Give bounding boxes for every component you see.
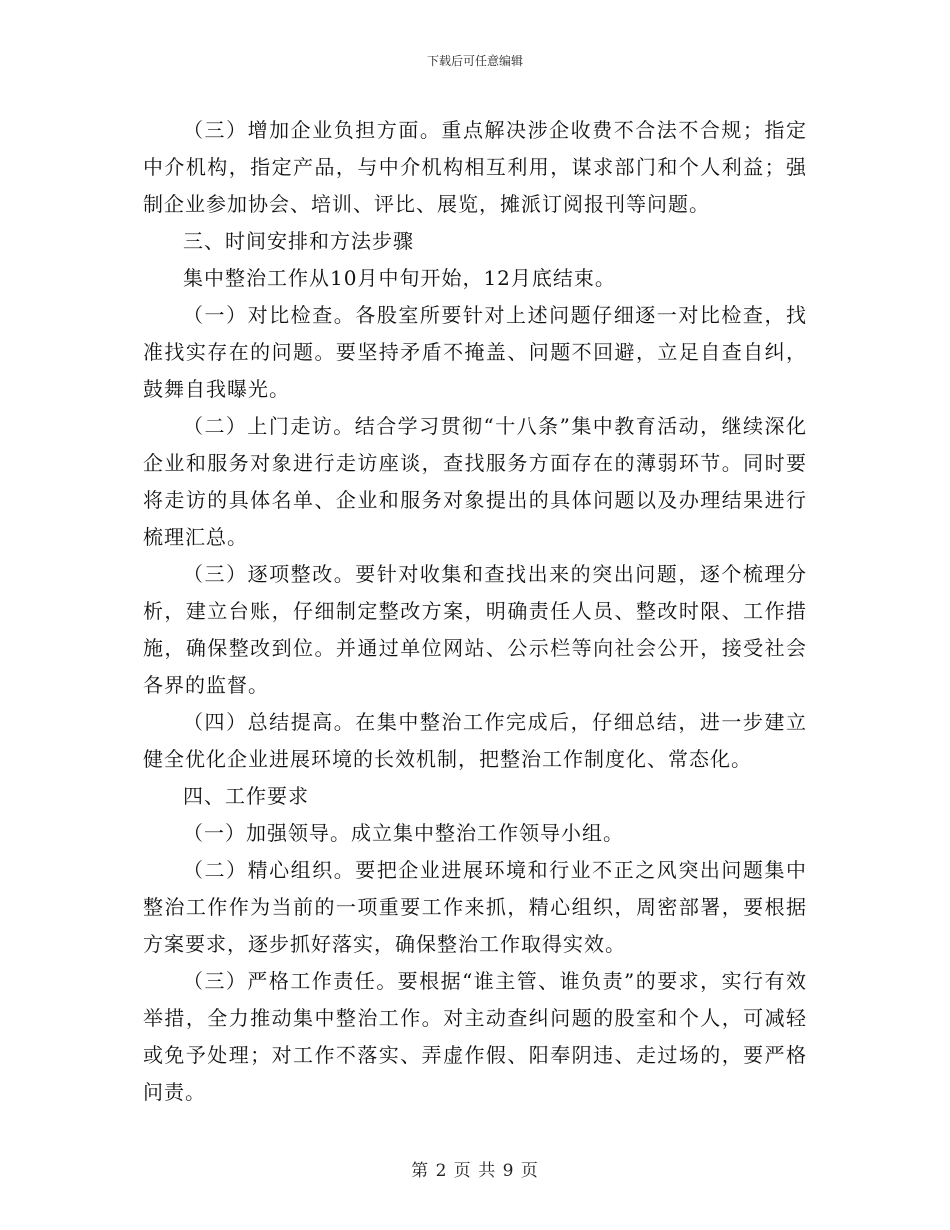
document-body: [143, 112, 807, 1111]
page-footer: 第 2 页 共 9 页: [411, 1161, 539, 1181]
paragraph-burden: （三）增加企业负担方面。重点解决涉企收费不合法不合规；指定中介机构，指定产品，与中介机构相互利用，谋求部门和个人利益；强制企业参加协会、培训、评比、展览，摊派订阅报刊等问题。: [143, 118, 807, 216]
page-header: 下载后可任意编辑: [426, 54, 523, 68]
paragraph-rectify: （三）逐项整改。要针对收集和查找出来的突出问题，逐个梳理分析，建立台账，仔细制定整改方案，明确责任人员、整改时限、工作措施，确保整改到位。并通过单位网站、公示栏等向社会公开，接受社会各界的监督。: [143, 562, 807, 697]
paragraph-visit: （二）上门走访。结合学习贯彻“十八条”集中教育活动，继续深化企业和服务对象进行走访座谈，查找服务方面存在的薄弱环节。同时要将走访的具体名单、企业和服务对象提出的具体问题以及办理结果进行梳理汇总。: [143, 414, 807, 549]
section-heading-requirements: 四、工作要求: [183, 784, 309, 808]
section-heading-schedule: 三、时间安排和方法步骤: [183, 229, 414, 253]
paragraph-leadership: （一）加强领导。成立集中整治工作领导小组。: [183, 821, 624, 845]
paragraph-timeframe: 集中整治工作从10月中旬开始，12月底结束。: [183, 266, 616, 290]
paragraph-summary: （四）总结提高。在集中整治工作完成后，仔细总结，进一步建立健全优化企业进展环境的长效机制，把整治工作制度化、常态化。: [143, 710, 807, 771]
paragraph-responsibility: （三）严格工作责任。要根据“谁主管、谁负责”的要求，实行有效举措，全力推动集中整治工作。对主动查纠问题的股室和个人，可减轻或免予处理；对工作不落实、弄虚作假、阳奉阴违、走过场的，要严格问责。: [143, 969, 807, 1104]
paragraph-organization: （二）精心组织。要把企业进展环境和行业不正之风突出问题集中整治工作作为当前的一项重要工作来抓，精心组织，周密部署，要根据方案要求，逐步抓好落实，确保整治工作取得实效。: [143, 858, 807, 956]
paragraph-check: （一）对比检查。各股室所要针对上述问题仔细逐一对比检查，找准找实存在的问题。要坚持矛盾不掩盖、问题不回避，立足自查自纠，鼓舞自我曝光。: [143, 303, 807, 401]
